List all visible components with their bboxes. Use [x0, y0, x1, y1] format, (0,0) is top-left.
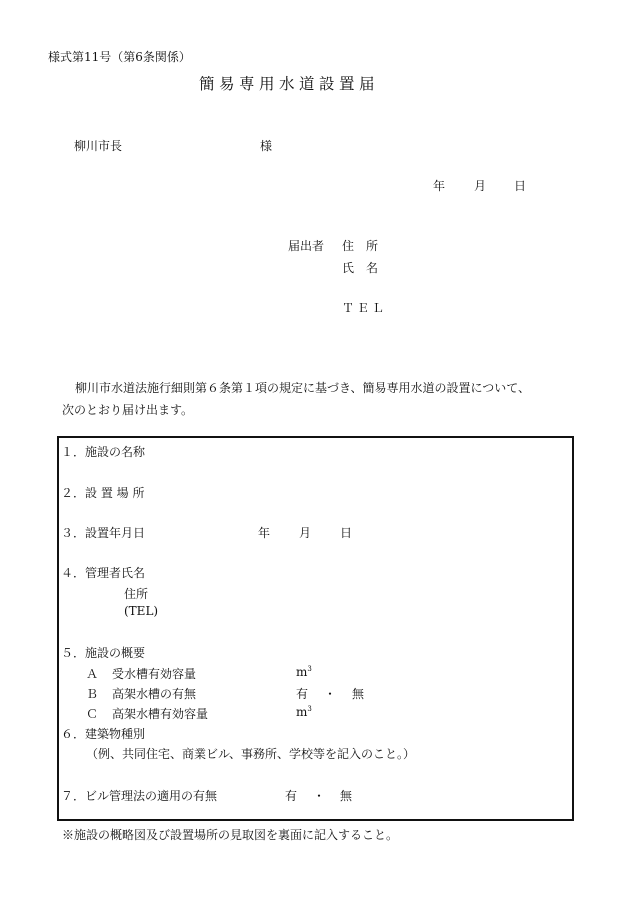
- overview-a-label: 受水槽有効容量: [112, 667, 197, 681]
- overview-c-letter: Ｃ: [86, 707, 99, 721]
- install-year-label: 年: [258, 526, 271, 540]
- date-month-label: 月: [474, 179, 487, 193]
- item-install-date: ３．設置年月日: [61, 526, 146, 540]
- building-type-note: （例、共同住宅、商業ビル、事務所、学校等を記入のこと。）: [86, 747, 416, 761]
- footnote: ※施設の概略図及び設置場所の見取図を裏面に記入すること。: [62, 828, 399, 842]
- overview-a-unit: $m^3$: [296, 665, 312, 679]
- install-month-label: 月: [299, 526, 312, 540]
- applicant-label: 届出者: [288, 239, 325, 253]
- item-facility-name: １．施設の名称: [61, 445, 146, 459]
- overview-c-unit: $m^3$: [296, 705, 312, 719]
- form-title: 簡易専用水道設置届: [199, 75, 380, 93]
- overview-b-yes: 有: [296, 687, 309, 701]
- overview-b-separator: ・: [324, 687, 337, 701]
- date-day-label: 日: [514, 179, 527, 193]
- addressee-honorific: 様: [260, 139, 273, 153]
- item-facility-overview: ５．施設の概要: [61, 646, 146, 660]
- manager-address-label: 住所: [124, 587, 149, 601]
- body-text-line1: 柳川市水道法施行細則第６条第１項の規定に基づき、簡易専用水道の設置について、: [75, 381, 531, 395]
- law-separator: ・: [313, 789, 326, 803]
- law-no: 無: [340, 789, 353, 803]
- applicant-tel-label: ＴＥＬ: [342, 301, 388, 315]
- overview-a-letter: Ａ: [86, 667, 99, 681]
- form-number: 様式第11号（第6条関係）: [48, 50, 191, 64]
- install-day-label: 日: [340, 526, 353, 540]
- applicant-address-label: 住 所: [342, 239, 379, 253]
- applicant-name-label: 氏 名: [342, 261, 379, 275]
- overview-c-label: 高架水槽有効容量: [112, 707, 209, 721]
- item-building-management-law: ７．ビル管理法の適用の有無: [61, 789, 218, 803]
- overview-b-no: 無: [352, 687, 365, 701]
- overview-b-letter: Ｂ: [86, 687, 99, 701]
- overview-b-label: 高架水槽の有無: [112, 687, 197, 701]
- item-manager-name: ４．管理者氏名: [61, 566, 146, 580]
- item-install-location: ２．設 置 場 所: [61, 486, 145, 500]
- date-year-label: 年: [433, 179, 446, 193]
- addressee-name: 柳川市長: [74, 139, 123, 153]
- body-text-line2: 次のとおり届け出ます。: [62, 403, 194, 417]
- law-yes: 有: [285, 789, 298, 803]
- item-building-type: ６．建築物種別: [61, 727, 146, 741]
- manager-tel-label: (TEL): [124, 604, 159, 618]
